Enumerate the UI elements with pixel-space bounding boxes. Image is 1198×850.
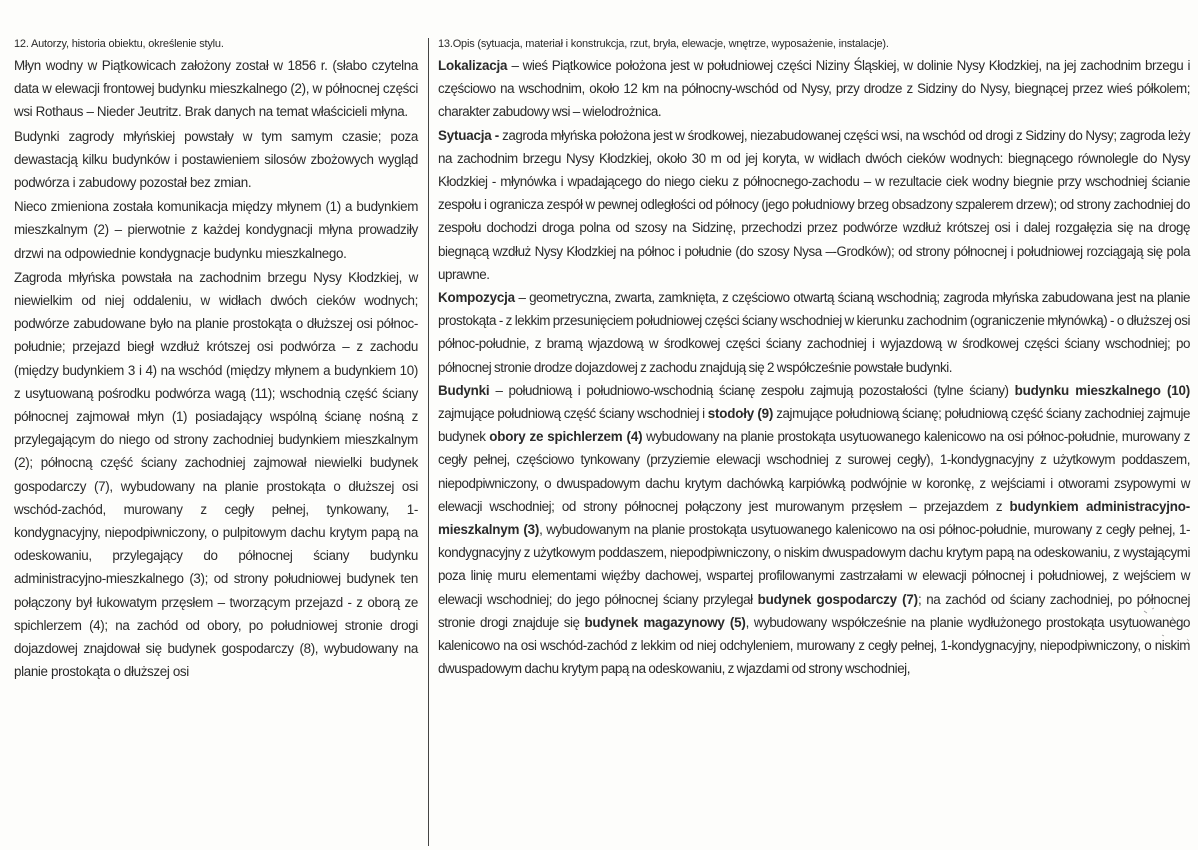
budynki-label: Budynki (438, 382, 490, 398)
section-13-body (438, 54, 1190, 680)
kompozycja-paragraph (438, 286, 1190, 379)
budynek-administracyjny-3: budynkiem administracyjno-mieszkalnym (3) (438, 498, 1191, 538)
budynki-text-6: ; na zachód od ściany zachodniej, po północnej stronie drogi znajduje się (438, 591, 1191, 630)
budynek-mieszkalny-10: budynku mieszkalnego (10) (1014, 382, 1190, 398)
section-12-body (14, 54, 418, 683)
budynki-paragraph (438, 379, 1190, 681)
stodola-9: stodoły (9) (707, 406, 774, 422)
lokalizacja-paragraph (438, 54, 1190, 124)
lokalizacja-label: Lokalizacja (438, 58, 508, 73)
history-paragraph-2: Budynki zagrody młyńskiej powstały w tym samym czasie; poza dewastacją kilku budynków i postawieniem silosów zbożowych wygląd podwórza i zabudowy pozostał bez zmian. (14, 128, 418, 191)
history-paragraph-3: Nieco zmieniona została komunikacja między młynem (1) a budynkiem mieszkalnym (2) – pierwotnie z każdej kondygnacji młyna prowadziły drzwi na odpowiednie kondygnacje budynku mieszkalnego. (14, 199, 418, 261)
kompozycja-text: – geometryczna, zwarta, zamknięta, z częściowo otwartą ścianą wschodnią; zagroda młyńska zabudowana jest na planie prostokąta - z lekkim przesunięciem południowej części ściany wschodniej w kierunku zachodnim (ograniczenie młynówką) - o dłuższej osi północ-południe, z bramą wjazdową w środkowej części ściany zachodniej i wyjazdową w środkowej części ściany wschodniej; po północnej stronie drodze dojazdowej z zachodu znajdują się 2 współcześnie powstałe budynki. (438, 290, 1190, 375)
budynek-magazynowy-5: budynek magazynowy (5) (584, 614, 746, 630)
pen-mark-doodle (1142, 605, 1192, 645)
lokalizacja-text: – wieś Piątkowice położona jest w południowej części Niziny Śląskiej, w dolinie Nysy Kłodzkiej, na jej zachodnim brzegu i częściowo na wschodnim, około 12 km na północny-wschód od Nysy, przy drodze z Sidziny do Nysy, biegnącej przez wieś półkolem; charakter zabudowy wsi – wielodrożnica. (438, 58, 1190, 120)
section-13-heading: 13.Opis (sytuacja, materiał i konstrukcja, rzut, bryła, elewacje, wnętrze, wyposażenie, instalacje). (438, 38, 889, 50)
section-12-heading: 12. Autorzy, historia obiektu, określenie stylu. (14, 38, 224, 50)
column-divider (428, 38, 429, 846)
budynki-text-5: , wybudowanym na planie prostokąta usytuowanego kalenicowo na osi północ-południe, murowany z cegły pełnej, 1-kondygnacyjny z użytkowym poddaszem, niepodpiwniczony, o niskim dwuspadowym dachu krytym papą na odeskowaniu, z wystającymi poza linię muru elementami więźby dachowej, wspartej profilowanymi zastrzałami w elewacji północnej i południowej, z wejściem w elewacji wschodniej; do jego północnej ściany przylegał (438, 522, 1191, 607)
obora-ze-spichlerzem-4: obory ze spichlerzem (4) (489, 429, 643, 445)
kompozycja-label: Kompozycja (438, 290, 515, 306)
right-column (438, 36, 1190, 680)
budynki-text-4: wybudowany na planie prostokąta usytuowanego kalenicowo na osi północ-południe, murowany z cegły pełnej, częściowo tynkowany (przyziemie elewacji wschodniej z surowej cegły), 1-kondygnacyjny z użytkowym poddaszem, niepodpiwniczony, o dwuspadowym dachu krytym dachówką karpiówką podwójnie w koronkę, z wejściami i otworami zsypowymi w elewacji wschodniej; od strony północnej połączony jest murowanym przęsłem – przejazdem z (438, 429, 1191, 514)
sytuacja-label: Sytuacja - (438, 127, 500, 143)
budynki-text-2: zajmujące południową część ściany wschodniej i (438, 406, 708, 422)
history-paragraph-4: Zagroda młyńska powstała na zachodnim brzegu Nysy Kłodzkiej, w niewielkim od niej oddaleniu, w widłach dwóch cieków wodnych; podwórze zabudowane było na planie prostokąta o dłuższej osi północ-południe; przejazd biegł wzdłuż krótszej osi podwórza – z zachodu (między budynkiem 3 i 4) na wschód (między młynem a budynkiem 10) z usytuowaną pośrodku podwórza wagą (11); wschodnią część ściany północnej zajmował młyn (1) posiadający wspólną ścianę nośną z przylegającym do niego od strony zachodniej budynkiem mieszkalnym (2); północną część ściany zachodniej zajmował niewielki budynek gospodarczy (7), wybudowany na planie prostokąta o dłuższej osi wschód-zachód, murowany z cegły pełnej, tynkowany, 1-kondygnacyjny, niepodpiwniczony, o pulpitowym dachu krytym papą na odeskowaniu, przylegający do północnej ściany budynku administracyjno-mieszkalnego (3); od strony południowej budynek ten połączony był łukowatym przęsłem – tworzącym przejazd - z oborą ze spichlerzem (4); na zachód od obory, po południowej stronie drogi dojazdowej znajdował się budynek gospodarczy (8), wybudowany na planie prostokąta o dłuższej osi (14, 269, 418, 680)
sytuacja-text: zagroda młyńska położona jest w środkowej, niezabudowanej części wsi, na wschód od drogi z Sidziny do Nysy; zagroda leży na zachodnim brzegu Nysy Kłodzkiej, około 30 m od jej koryta, w widłach dwóch cieków wodnych: biegnącego równolegle do Nysy Kłodzkiej - młynówka i wpadającego do niego cieku z północnego-zachodu – w rezultacie ciek wodny biegnie przy wschodniej ścianie zespołu i ogranicza zespół w pewnej odległości od północy (jego południowy brzeg obsadzony szpalerem drzew); od strony zachodniej do zespołu dochodzi droga polna od szosy na Sidzinę, przechodzi przez podwórze wzdłuż krótszej osi i dalej rozgałęzia się na drogę biegnącą wzdłuż Nysy Kłodzkiej na północ i południe (do szosy Nysa –-Grodków); od strony północnej i południowej rozciągają się pola uprawne. (438, 127, 1190, 282)
budynki-text-3: zajmujące południową ścianę; południową część ściany zachodniej zajmuje budynek (438, 406, 1190, 445)
left-column (14, 36, 418, 683)
budynki-text-1: – południową i południowo-wschodnią ścianę zespołu zajmują pozostałości (tylne ściany) (489, 382, 1015, 398)
budynek-gospodarczy-7: budynek gospodarczy (7) (757, 591, 918, 607)
sytuacja-paragraph (438, 124, 1190, 286)
history-paragraph-1: Młyn wodny w Piątkowicach założony został w 1856 r. (słabo czytelna data w elewacji frontowej budynku mieszkalnego (2), w północnej części wsi Rothaus – Nieder Jeutritz. Brak danych na temat właścicieli młyna. (14, 58, 418, 120)
budynki-text-7: , wybudowany współcześnie na planie wydłużonego prostokąta usytuowanego kalenicowo na osi wschód-zachód z lekkim od niej odchyleniem, murowany z cegły pełnej, 1-kondygnacyjny, niepodpiwniczony, o niskim dwuspadowym dachu krytym papą na odeskowaniu, z wjazdami od strony wschodniej, (438, 614, 1190, 677)
